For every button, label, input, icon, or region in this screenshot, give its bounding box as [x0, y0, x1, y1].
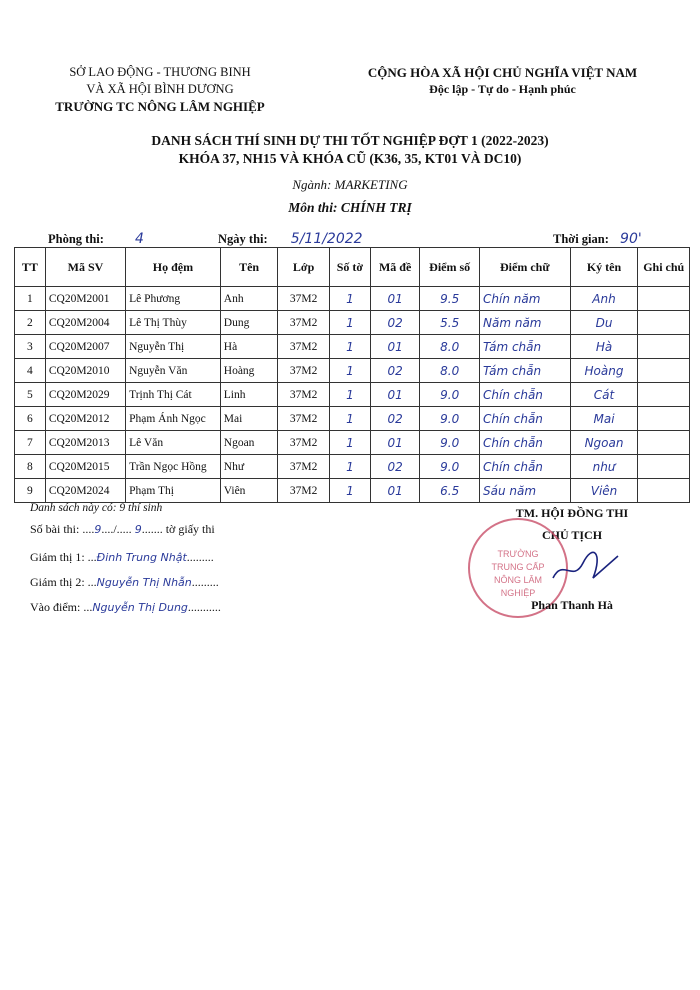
table-row: [15, 359, 690, 383]
cell-signature: Ngoan: [570, 431, 638, 455]
cell-score-words: Tám chẵn: [480, 359, 571, 383]
cell-tt: 3: [15, 335, 46, 359]
cell-student-id: CQ20M2013: [45, 431, 125, 455]
papers-line: Số bài thi: ....9..../..... 9....... tờ giấy thi: [30, 522, 215, 536]
cell-score-words: Chín chẵn: [480, 383, 571, 407]
room-label: Phòng thi:: [48, 232, 104, 246]
date-value: 5/11/2022: [290, 231, 363, 247]
cell-surname: Nguyễn Thị: [126, 335, 221, 359]
cell-note: [638, 311, 690, 335]
cell-tt: 9: [15, 479, 46, 503]
cell-signature: Mai: [570, 407, 638, 431]
time-value: 90': [620, 231, 642, 247]
candidate-table: [14, 247, 690, 503]
cell-score-words: Tám chẵn: [480, 335, 571, 359]
cell-sheets: 1: [329, 287, 370, 311]
cell-tt: 5: [15, 383, 46, 407]
cell-note: [638, 407, 690, 431]
cell-student-id: CQ20M2004: [45, 311, 125, 335]
col-header: Điểm số: [420, 248, 480, 287]
entry-line: Vào điểm: ...Nguyễn Thị Dung...........: [30, 600, 221, 614]
cell-exam-code: 01: [370, 479, 419, 503]
cell-exam-code: 01: [370, 335, 419, 359]
header-left: [30, 64, 290, 115]
proctor1-label: Giám thị 1:: [30, 550, 85, 564]
col-header: Số tờ: [329, 248, 370, 287]
proctor1-signature: Đinh Trung Nhật: [96, 551, 187, 564]
cell-sheets: 1: [329, 479, 370, 503]
cell-sheets: 1: [329, 311, 370, 335]
proctor2-line: Giám thị 2: ...Nguyễn Thị Nhẫn.........: [30, 575, 219, 589]
cell-student-id: CQ20M2015: [45, 455, 125, 479]
dept-line1: SỞ LAO ĐỘNG - THƯƠNG BINH: [69, 65, 251, 79]
cell-sheets: 1: [329, 407, 370, 431]
cell-tt: 1: [15, 287, 46, 311]
cell-sheets: 1: [329, 431, 370, 455]
cell-exam-code: 02: [370, 359, 419, 383]
cell-class: 37M2: [278, 287, 329, 311]
time-label: Thời gian:: [553, 232, 609, 246]
sheets-value: 9: [134, 523, 142, 536]
table-row: [15, 311, 690, 335]
cell-class: 37M2: [278, 383, 329, 407]
header-right: [330, 64, 675, 98]
col-header: Mã SV: [45, 248, 125, 287]
table-row: [15, 335, 690, 359]
table-row: [15, 287, 690, 311]
cell-note: [638, 287, 690, 311]
seal-line2: TRUNG CẤP: [491, 562, 545, 572]
col-header: TT: [15, 248, 46, 287]
cell-score: 9.5: [420, 287, 480, 311]
cell-note: [638, 383, 690, 407]
chair-signature-icon: [548, 548, 628, 588]
cell-surname: Phạm Thị: [126, 479, 221, 503]
cell-score: 8.0: [420, 359, 480, 383]
cell-score: 9.0: [420, 383, 480, 407]
cell-class: 37M2: [278, 311, 329, 335]
cell-score: 8.0: [420, 335, 480, 359]
col-header: Tên: [220, 248, 278, 287]
col-header: Ghi chú: [638, 248, 690, 287]
cell-surname: Lê Phương: [126, 287, 221, 311]
cell-student-id: CQ20M2001: [45, 287, 125, 311]
cell-signature: như: [570, 455, 638, 479]
exam-subject: Môn thi: CHÍNH TRỊ: [288, 200, 412, 215]
cell-note: [638, 479, 690, 503]
cell-class: 37M2: [278, 455, 329, 479]
room-field: [48, 231, 144, 247]
col-header: Mã đề: [370, 248, 419, 287]
cell-student-id: CQ20M2029: [45, 383, 125, 407]
cell-note: [638, 431, 690, 455]
cell-surname: Trần Ngọc Hồng: [126, 455, 221, 479]
date-label: Ngày thi:: [218, 232, 268, 246]
table-row: [15, 455, 690, 479]
seal-line1: TRƯỜNG: [497, 549, 539, 559]
cell-score: 9.0: [420, 431, 480, 455]
cell-signature: Du: [570, 311, 638, 335]
cell-exam-code: 02: [370, 407, 419, 431]
cell-given-name: Mai: [220, 407, 278, 431]
cell-exam-code: 01: [370, 431, 419, 455]
table-header-row: [15, 248, 690, 287]
cell-surname: Trịnh Thị Cát: [126, 383, 221, 407]
cell-sheets: 1: [329, 455, 370, 479]
cell-note: [638, 335, 690, 359]
cell-given-name: Linh: [220, 383, 278, 407]
col-header: Điểm chữ: [480, 248, 571, 287]
table-row: [15, 383, 690, 407]
council-title: TM. HỘI ĐỒNG THI: [515, 506, 629, 520]
cell-tt: 6: [15, 407, 46, 431]
cell-surname: Phạm Ánh Ngọc: [126, 407, 221, 431]
papers-value: 9: [94, 523, 102, 536]
table-row: [15, 407, 690, 431]
cell-note: [638, 455, 690, 479]
cell-surname: Nguyễn Văn: [126, 359, 221, 383]
council-chair: CHỦ TỊCH: [541, 528, 603, 542]
cell-given-name: Hoàng: [220, 359, 278, 383]
cell-student-id: CQ20M2012: [45, 407, 125, 431]
cell-signature: Hoàng: [570, 359, 638, 383]
cell-score: 9.0: [420, 407, 480, 431]
cell-given-name: Viên: [220, 479, 278, 503]
cell-signature: Viên: [570, 479, 638, 503]
cell-surname: Lê Thị Thùy: [126, 311, 221, 335]
cell-note: [638, 359, 690, 383]
room-value: 4: [135, 231, 144, 247]
sheets-label: tờ giấy thi: [165, 522, 215, 536]
cell-class: 37M2: [278, 479, 329, 503]
cell-exam-code: 02: [370, 455, 419, 479]
cell-signature: Hà: [570, 335, 638, 359]
cell-given-name: Dung: [220, 311, 278, 335]
cell-given-name: Anh: [220, 287, 278, 311]
seal-line3: NÔNG LÂM NGHIỆP: [493, 575, 542, 598]
cell-sheets: 1: [329, 335, 370, 359]
cell-class: 37M2: [278, 335, 329, 359]
proctor2-signature: Nguyễn Thị Nhẫn: [96, 576, 192, 589]
cell-score: 6.5: [420, 479, 480, 503]
cell-tt: 2: [15, 311, 46, 335]
table-body: [15, 287, 690, 503]
motto: Độc lập - Tự do - Hạnh phúc: [429, 82, 576, 96]
col-header: Ký tên: [570, 248, 638, 287]
cell-student-id: CQ20M2024: [45, 479, 125, 503]
cell-score: 9.0: [420, 455, 480, 479]
table-row: [15, 479, 690, 503]
entry-signature: Nguyễn Thị Dung: [92, 601, 188, 614]
cell-exam-code: 02: [370, 311, 419, 335]
entry-label: Vào điểm:: [30, 600, 81, 614]
col-header: Họ đệm: [126, 248, 221, 287]
candidate-count-note: Danh sách này có: 9 thí sinh: [30, 502, 163, 514]
cell-score-words: Chín chẵn: [480, 455, 571, 479]
cell-signature: Anh: [570, 287, 638, 311]
cell-student-id: CQ20M2007: [45, 335, 125, 359]
cell-score-words: Chín chẵn: [480, 407, 571, 431]
table-row: [15, 431, 690, 455]
cell-sheets: 1: [329, 359, 370, 383]
cell-tt: 4: [15, 359, 46, 383]
school-name: TRƯỜNG TC NÔNG LÂM NGHIỆP: [55, 99, 265, 114]
chair-name: Phan Thanh Hà: [531, 598, 613, 612]
proctor1-line: Giám thị 1: ...Đinh Trung Nhật.........: [30, 550, 214, 564]
cell-class: 37M2: [278, 431, 329, 455]
cell-surname: Lê Văn: [126, 431, 221, 455]
country-name: CỘNG HÒA XÃ HỘI CHỦ NGHĨA VIỆT NAM: [367, 65, 638, 80]
doc-title-line1: DANH SÁCH THÍ SINH DỰ THI TỐT NGHIỆP ĐỢT 1 (2022-2023): [151, 133, 549, 148]
cell-tt: 8: [15, 455, 46, 479]
cell-score-words: Chín chẵn: [480, 431, 571, 455]
cell-sheets: 1: [329, 383, 370, 407]
cell-given-name: Hà: [220, 335, 278, 359]
cell-exam-code: 01: [370, 287, 419, 311]
time-field: [553, 231, 642, 247]
cell-score-words: Sáu năm: [480, 479, 571, 503]
cell-given-name: Như: [220, 455, 278, 479]
cell-exam-code: 01: [370, 383, 419, 407]
cell-given-name: Ngoan: [220, 431, 278, 455]
cell-student-id: CQ20M2010: [45, 359, 125, 383]
date-field: [218, 231, 363, 247]
doc-title-line2: KHÓA 37, NH15 VÀ KHÓA CŨ (K36, 35, KT01 VÀ DC10): [178, 151, 522, 166]
cell-signature: Cát: [570, 383, 638, 407]
cell-score-words: Năm năm: [480, 311, 571, 335]
dept-line2: VÀ XÃ HỘI BÌNH DƯƠNG: [86, 82, 234, 96]
cell-score-words: Chín năm: [480, 287, 571, 311]
cell-class: 37M2: [278, 407, 329, 431]
proctor2-label: Giám thị 2:: [30, 575, 85, 589]
papers-label: Số bài thi:: [30, 522, 80, 536]
major: Ngành: MARKETING: [292, 177, 408, 192]
cell-class: 37M2: [278, 359, 329, 383]
col-header: Lớp: [278, 248, 329, 287]
cell-score: 5.5: [420, 311, 480, 335]
cell-tt: 7: [15, 431, 46, 455]
